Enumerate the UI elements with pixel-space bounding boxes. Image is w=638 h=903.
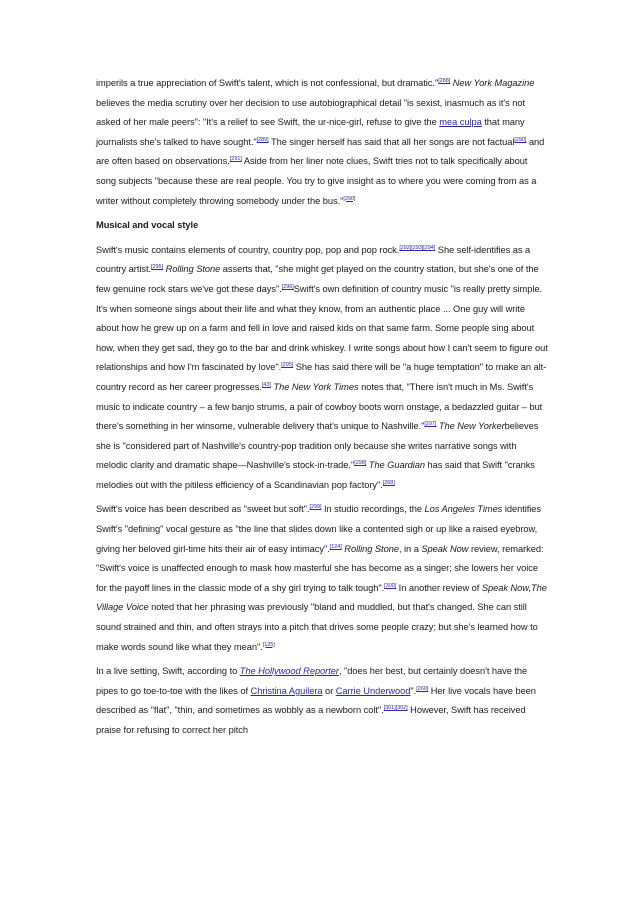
text-run: Aside from her liner note clues, Swift tries not to talk specifically about song subjects "because these are real people. You try to give insight as to where you were coming from as a writer without completely throwing somebody under the bus." <box>96 156 537 206</box>
italic-title: The New York Times <box>273 381 359 392</box>
citation-ref <box>343 196 355 202</box>
italic-title: Speak Now,The Village Voice <box>96 582 547 613</box>
italic-title: New York Magazine <box>452 78 535 88</box>
citation-ref <box>282 284 294 290</box>
citation-ref <box>230 156 242 162</box>
citation-ref <box>399 245 435 251</box>
citation-link[interactable]: [296] <box>281 283 294 290</box>
citation-link[interactable]: [290] <box>343 195 356 202</box>
text-run: In a live setting, Swift, according to <box>96 666 240 677</box>
wiki-link[interactable]: Christina Aguilera <box>250 685 323 696</box>
wiki-link[interactable]: Carrie Underwood <box>335 685 411 696</box>
citation-link[interactable]: [288] <box>438 78 451 84</box>
text-run: believes she is "considered part of Nashville's country-pop tradition only because she writes narrative songs with melodic clarity and dramatic shape—Nashville's stock-in-trade." <box>96 421 539 471</box>
text-run: , "does her best, but certainly doesn't have the pipes to go toe-to-toe with the likes of <box>96 666 528 696</box>
citation-ref <box>262 382 271 388</box>
text-run: Her live vocals have been described as "flat", "thin, and sometimes as wobbly as a newborn colt". <box>96 685 536 716</box>
citation-ref <box>354 460 366 466</box>
italic-title: Los Angeles Times <box>424 504 503 515</box>
citation-ref <box>424 421 436 427</box>
text-run: Swift's music contains elements of country, country pop, pop and pop rock. <box>96 244 400 255</box>
citation-ref <box>281 362 293 368</box>
body-paragraph <box>96 500 548 657</box>
text-run: , in a <box>398 543 422 554</box>
citation-link[interactable]: [295] <box>281 362 294 369</box>
citation-link[interactable]: [291] <box>229 156 242 163</box>
citation-link[interactable]: [124] <box>329 543 342 550</box>
text-run: asserts that, "she might get played on the country station, but she's one of the few genuine rock stars we've got these days". <box>96 264 539 294</box>
citation-ref <box>309 504 321 510</box>
citation-link[interactable]: [125] <box>262 641 275 648</box>
text-run: In another review of <box>396 582 482 593</box>
italic-title: Rolling Stone <box>165 264 221 275</box>
text-run: believes the media scrutiny over her decision to use autobiographical detail "is sexist, inasmuch as it's not asked of her male peers": "It's a relief to see Swift, the ur-nice-girl, refuse to give the <box>96 97 526 128</box>
citation-link[interactable]: [292][293][294] <box>399 244 436 251</box>
citation-link[interactable]: [290] <box>514 136 527 143</box>
body-paragraph <box>96 74 548 211</box>
citation-link[interactable]: [295] <box>151 264 164 271</box>
citation-link[interactable]: [301][302] <box>383 705 408 712</box>
citation-ref <box>151 264 163 270</box>
text-run: identifies Swift's "defining" vocal gesture as "the line that slides down like a contented sigh or up like a raised eyebrow, giving her beloved girl-time hits their air of easy intimacy". <box>96 504 542 554</box>
citation-ref <box>383 480 395 486</box>
italic-title: Speak Now <box>421 543 469 554</box>
text-run: noted that her phrasing was previously "bland and muddled, but that's changed. She can still sound strained and thin, and often strays into a pitch that drives some people crazy; but she's learned how to make words sound like what they mean". <box>96 602 538 652</box>
text-run: notes that, "There isn't much in Ms. Swift's music to indicate country – a few banjo strums, a pair of cowboy boots worn onstage, a bedazzled guitar – but there's something in her winsome, vulnerable delivery that's unique to Nashville." <box>96 381 543 432</box>
citation-link[interactable]: [300] <box>384 582 397 589</box>
italic-title: The Guardian <box>368 460 425 471</box>
text-run: ". <box>410 685 417 696</box>
text-run: The singer herself has said that all her songs are not factual <box>268 136 515 147</box>
citation-link[interactable]: [297] <box>424 421 437 428</box>
document-page <box>96 74 548 746</box>
wiki-link[interactable]: The Hollywood Reporter <box>239 666 339 677</box>
text-run: or <box>322 685 336 696</box>
citation-ref <box>384 705 408 711</box>
citation-ref <box>438 78 450 84</box>
citation-link[interactable]: [268] <box>382 479 395 486</box>
text-run: She has said there will be "a huge temptation" to make an alt-country record as her career progresses. <box>96 362 547 392</box>
citation-ref <box>416 686 428 692</box>
citation-link[interactable]: [43] <box>261 381 271 388</box>
citation-link[interactable]: [298] <box>354 460 367 467</box>
italic-title: Rolling Stone <box>344 543 399 554</box>
body-paragraph <box>96 241 548 496</box>
text-run: that many journalists she's talked to have sought." <box>96 117 525 147</box>
citation-ref <box>514 137 526 143</box>
citation-link[interactable]: [289] <box>256 136 269 143</box>
citation-ref <box>263 642 275 648</box>
text-run: However, Swift has received praise for refusing to correct her pitch <box>96 705 526 735</box>
citation-link[interactable]: [260] <box>416 685 429 692</box>
body-paragraph <box>96 662 548 740</box>
text-run: has said that Swift "cranks melodies out with the pitiless efficiency of a Scandinavian pop factory". <box>96 460 535 490</box>
wiki-link[interactable]: mea culpa <box>439 117 482 128</box>
text-run: and are often based on observations. <box>96 136 545 167</box>
text-run: In studio recordings, the <box>321 504 425 515</box>
text-run: review, remarked: "Swift's voice is unaffected enough to mask how masterful she has become as a singer; she lowers her voice for the payoff lines in the classic mode of a shy girl trying to talk tough". <box>96 543 544 593</box>
citation-ref <box>384 583 396 589</box>
citation-link[interactable]: [299] <box>309 504 322 511</box>
italic-title: The New Yorker <box>438 421 505 432</box>
section-heading: Musical and vocal style <box>96 220 199 231</box>
text-run: She self-identifies as a country artist. <box>96 244 531 275</box>
text-run: imperils a true appreciation of Swift's talent, which is not confessional, but dramatic." <box>96 78 439 88</box>
citation-ref <box>330 544 342 550</box>
citation-ref <box>257 137 269 143</box>
text-run: Swift's own definition of country music "is really pretty simple. It's when someone sings about their life and what they know, from an authentic place ... One guy will write about how he grew up on a farm and fell in love and raised kids on that same farm. Some people sing about how, when they get sad, they go to the bar and drink whiskey. I write songs about how I can't seem to figure out relationships and how I'm fascinated by love". <box>96 283 548 373</box>
text-run: Swift's voice has been described as "sweet but soft". <box>96 504 310 515</box>
